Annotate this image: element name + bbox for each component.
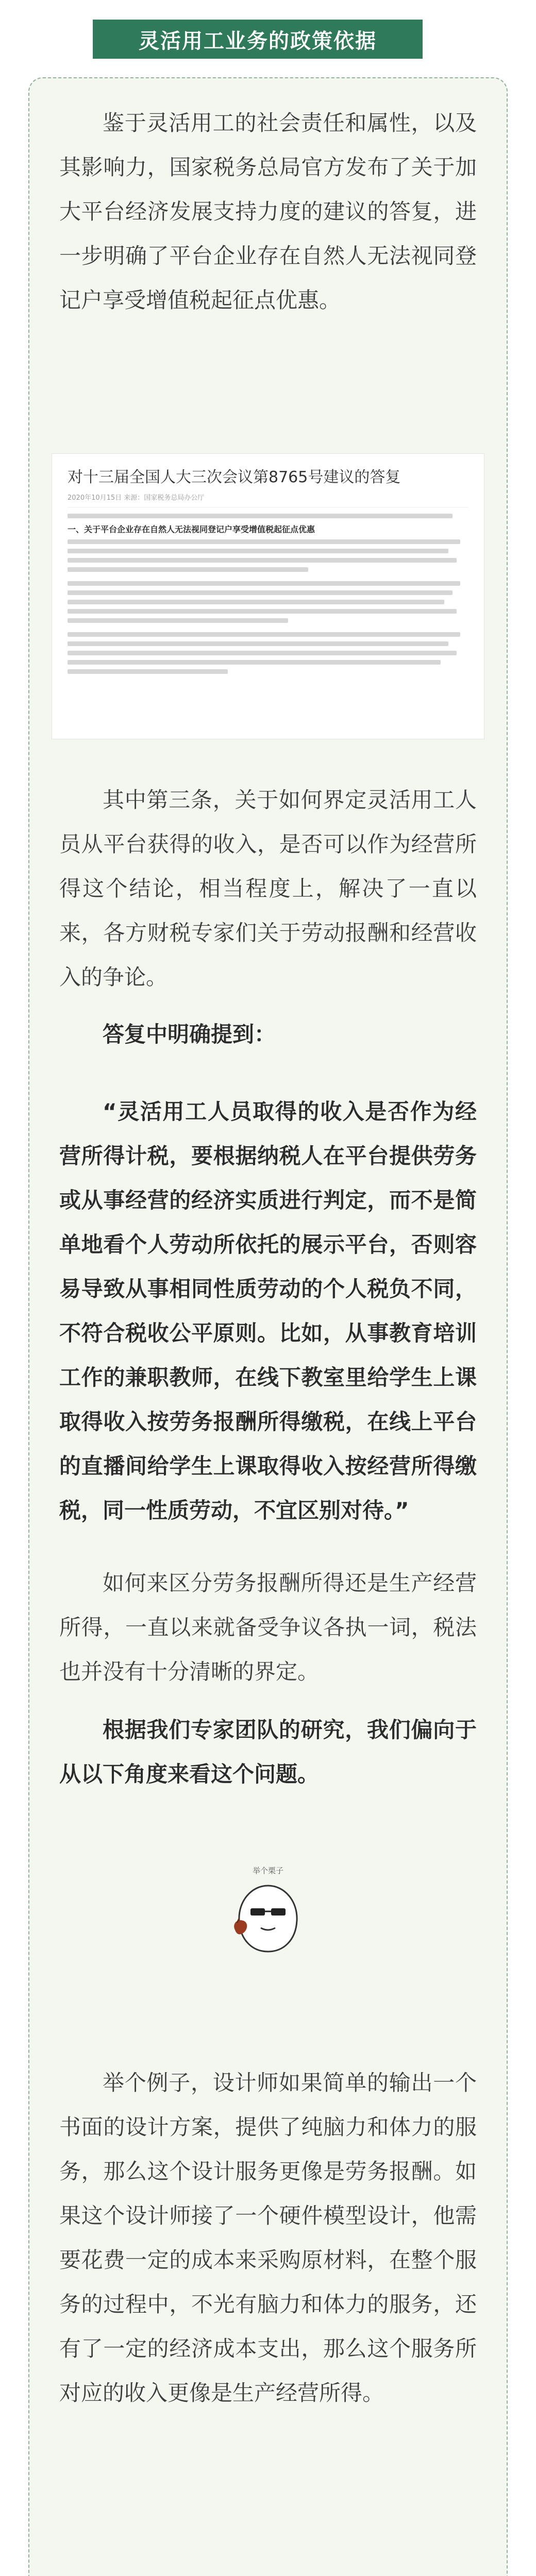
doc-text-line: [68, 590, 453, 595]
doc-heading: 一、关于平台企业存在自然人无法视同登记户享受增值税起征点优惠: [68, 524, 315, 534]
doc-text-line: [68, 539, 460, 544]
doc-text-line: [68, 651, 457, 655]
paragraph-expert-view: 根据我们专家团队的研究，我们偏向于从以下角度来看这个问题。: [59, 1717, 477, 1787]
paragraph-reply-intro: 答复中明确提到：: [103, 1022, 276, 1047]
sticker-caption: 举个栗子: [252, 1866, 283, 1875]
doc-meta: 2020年10月15日 来源：国家税务总局办公厅: [68, 492, 468, 507]
doc-text-line: [68, 581, 460, 586]
doc-text-line: [68, 549, 448, 553]
document-screenshot: [52, 453, 484, 739]
doc-text-line: [68, 669, 228, 674]
doc-text-line: [68, 632, 460, 637]
doc-text-line: [68, 558, 457, 563]
doc-text-line: [68, 618, 288, 623]
doc-text-line: [68, 641, 448, 646]
paragraph-intro: 鉴于灵活用工的社会责任和属性，以及其影响力，国家税务总局官方发布了关于加大平台经济发展支持力度的建议的答复，进一步明确了平台企业存在自然人无法视同登记户享受增值税起征点优惠。: [59, 110, 477, 313]
section-title: 灵活用工业务的政策依据: [93, 20, 423, 59]
paragraph-dispute: 如何来区分劳务报酬所得还是生产经营所得，一直以来就备受争议各执一词，税法也并没有十分清晰的界定。: [59, 1570, 477, 1684]
doc-text-line: [68, 600, 444, 604]
chestnut-character-icon: [227, 1876, 309, 1959]
paragraph-example: 举个例子，设计师如果简单的输出一个书面的设计方案，提供了纯脑力和体力的服务，那么这个设计服务更像是劳务报酬。如果这个设计师接了一个硬件模型设计，他需要花费一定的成本来采购原材料，在整个服务的过程中，不光有脑力和体力的服务，还有了一定的经济成本支出，那么这个服务所对应的收入更像是生产经营所得。: [59, 2070, 477, 2405]
paragraph-reply-quote: “灵活用工人员取得的收入是否作为经营所得计税，要根据纳税人在平台提供劳务或从事经营的经济实质进行判定，而不是简单地看个人劳动所依托的展示平台，否则容易导致从事相同性质劳动的个人税负不同，不符合税收公平原则。比如，从事教育培训工作的兼职教师，在线下教室里给学生上课取得收入按劳务报酬所得缴税，在线上平台的直播间给学生上课取得收入按经营所得缴税，同一性质劳动，不宜区别对待。”: [59, 1099, 477, 1523]
doc-text-line: [68, 567, 308, 572]
doc-title: 对十三届全国人大三次会议第8765号建议的答复: [68, 468, 401, 486]
doc-text-line: [68, 609, 457, 614]
doc-text-line: [68, 514, 453, 518]
doc-text-line: [68, 660, 441, 665]
example-sticker: [227, 1865, 309, 1958]
paragraph-article-three: 其中第三条，关于如何界定灵活用工人员从平台获得的收入，是否可以作为经营所得这个结论，相当程度上，解决了一直以来，各方财税专家们关于劳动报酬和经营收入的争论。: [59, 787, 477, 990]
